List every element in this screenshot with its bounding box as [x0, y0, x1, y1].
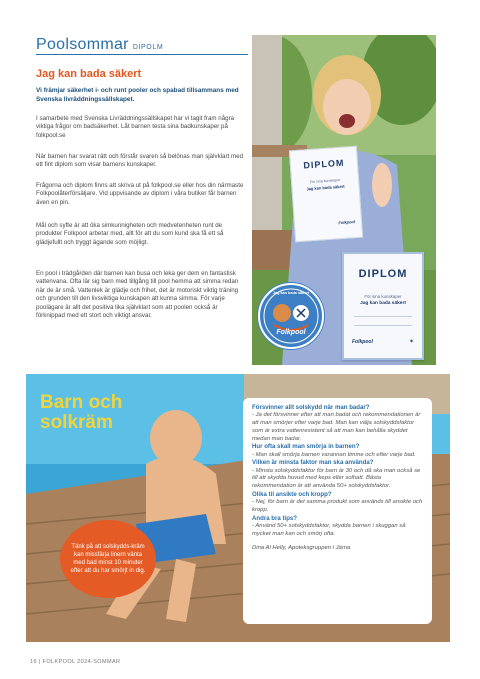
- faq-question: Vilken är minsta faktor man ska använda?: [252, 459, 374, 467]
- sunscreen-title-line1: Barn och: [40, 392, 123, 413]
- diploma-brand: Folkpool: [352, 338, 373, 345]
- diploma-line1: För sina kunskaper: [364, 294, 402, 299]
- faq-signature: Dina Al Helly, Apoteksgruppen i Järna: [252, 544, 351, 551]
- faq-answer: - Använd 50+ solskyddsfaktor, skydda barnen i skuggan så mycket man kan och smörj ofta.: [252, 522, 406, 537]
- tip-text: Tänk på att solskydds-kräm kan missfärja linern vänta med bad minst 10 minuter efter att du har smörjt in dig.: [70, 543, 146, 575]
- safety-badge: [258, 283, 324, 349]
- diploma-title: DIPLOM: [303, 157, 345, 171]
- faq-answer: - Minsta solskyddsfaktor för barn är 30 och då ska man också se till att skydda huvud med keps eller solhatt. Bästa rekommendation är att använda 50+ solskyddsfaktor.: [252, 467, 421, 490]
- sunscreen-title-line2: solkräm: [40, 412, 113, 433]
- sunscreen-title: [40, 393, 122, 433]
- faq-question: Hur ofta skall man smörja in barnen?: [252, 443, 360, 451]
- faq-answer: - Ja det försvinner efter att man badat och rekommendationen är att man smörjer efter varje bad. Man kan välja solskyddsfaktor som är extra vattenresistent så att man kan behålla skyddet medan man badar.: [252, 412, 421, 442]
- diploma-line1: För sina kunskaper: [309, 177, 341, 185]
- diploma-line2: Jag kan bada säkert: [360, 301, 406, 306]
- title-divider: [36, 54, 248, 55]
- badge-text: Jag kan bada säkert: [272, 291, 310, 295]
- diploma-brand: Folkpool: [338, 219, 356, 226]
- article-paragraph: I samarbete med Svenska Livräddningssällskapet har vi tagit fram några viktiga frågor om badsäkerhet. Låt barnen testa sina badkunskaper på folkpool.se: [36, 115, 235, 139]
- article-paragraph: När barnen har svarat rätt och förstår svaren så belönas man självklart med ett fint diplom som visar barnens kunskaper.: [36, 153, 244, 169]
- article-intro: Vi främjar säkerhet i- och runt pooler och spabad tillsammans med Svenska livräddningssällskapet.: [36, 87, 239, 103]
- article-paragraph: Frågorna och diplom finns att skriva ut på folkpool.se eller hos din närmaste Folkpoolåterförsäljare. Vid uppvisande av diplom i våra butiker får barnen även en pin.: [36, 182, 244, 206]
- sunscreen-faq-card: [243, 398, 432, 624]
- faq-question: Olika til ansikte och kropp?: [252, 490, 332, 498]
- faq-question: Försvinner allt solskydd när man badar?: [252, 404, 370, 411]
- star-icon: ✶: [408, 339, 414, 345]
- title-text: Poolsommar: [36, 36, 129, 53]
- diploma-line2: Jag kan bada säkert: [306, 183, 345, 192]
- diploma-card: [342, 252, 424, 360]
- faq-answer: - Man skall smörja barnen varannan timme och efter varje bad.: [252, 451, 416, 458]
- badge-brand: Folkpool: [276, 329, 306, 336]
- faq-question: Andra bra tips?: [252, 514, 298, 522]
- article-heading: Jag kan bada säkert: [36, 68, 142, 80]
- sunscreen-tip-bubble: [60, 520, 156, 598]
- page-title: [36, 36, 163, 54]
- article-paragraph: En pool i trädgården där barnen kan busa och leka ger dem en fantastisk vattenvana. Ofta lär sig barn med tillgång till pool hemma att simma redan när de är små. Vattenlek är glädje och frihet, det är motoriskt viktig träning och grunden till den livsviktiga kunskapen att kunna simma. För varje poolägare är allt det positiva lika självklart som att poolen också är förknippad med ett stort och viktigt ansvar.: [36, 270, 239, 320]
- page-footer: 16 | FOLKPOOL 2024-SOMMAR: [30, 659, 121, 665]
- faq-answer: - Nej, för barn är det samma produkt som används till ansikte och kropp.: [252, 499, 423, 513]
- diploma-title: DIPLOM: [358, 268, 408, 280]
- article-paragraph: Mål och syfte är att öka simkunnigheten och medvetenheten runt de produkter Folkpool arbetar med, allt för att du som kund ska få ett så glädjefullt och tryggt ägande som möjligt.: [36, 222, 224, 246]
- title-subtitle: DIPOLM: [132, 44, 164, 51]
- held-diploma: [289, 146, 363, 243]
